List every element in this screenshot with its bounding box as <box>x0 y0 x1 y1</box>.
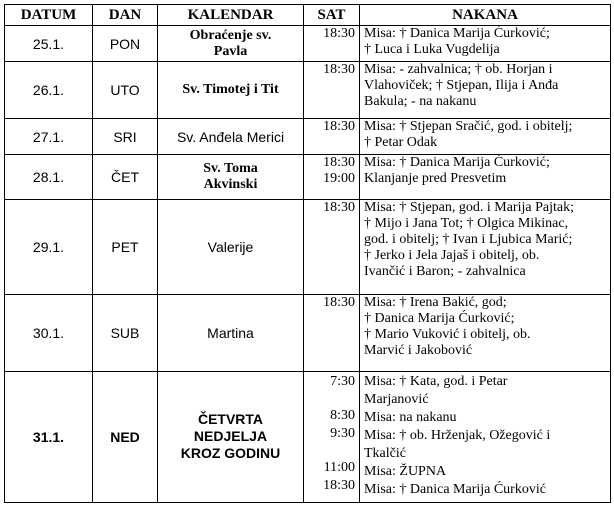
cell-dan: NED <box>93 371 158 502</box>
nakana-line: Marjanović <box>364 391 429 407</box>
cell-dan: UTO <box>93 62 158 119</box>
nakana-line: god. i obitelj; † Ivan i Ljubica Marić; <box>364 231 573 247</box>
header-sat: SAT <box>304 5 360 26</box>
kalendar-line: KROZ GODINU <box>180 445 281 462</box>
table-row <box>5 26 611 62</box>
cell-kalendar: Martina <box>158 294 304 371</box>
sat-time: 18:30 <box>323 294 355 310</box>
kalendar-line: Obraćenje sv. <box>189 27 272 43</box>
cell-kalendar: Valerije <box>158 199 304 294</box>
nakana-line: Misa: † Stjepan Sračić, god. i obitelj; <box>364 118 573 134</box>
header-datum: DATUM <box>5 5 93 26</box>
nakana-line: Bakula; - na nakanu <box>364 94 477 110</box>
kalendar-line: Pavla <box>213 43 248 59</box>
cell-datum: 27.1. <box>5 118 93 154</box>
sat-time: 8:30 <box>330 407 355 423</box>
header-row <box>5 5 611 26</box>
cell-sat <box>304 118 360 154</box>
nakana-line: Misa: † Danica Marija Ćurković; <box>364 155 550 171</box>
nakana-line: Vlahoviček; † Stjepan, Ilija i Anđa <box>364 78 559 94</box>
cell-kalendar <box>158 26 304 62</box>
cell-dan: PON <box>93 26 158 62</box>
cell-kalendar: Sv. Timotej i Tit <box>158 62 304 119</box>
header-kalendar: KALENDAR <box>158 5 304 26</box>
cell-nakana <box>360 118 611 154</box>
nakana-line: † Luca i Luka Vugdelija <box>364 42 500 57</box>
nakana-line: Misa: - zahvalnica; † ob. Horjan i <box>364 62 553 78</box>
cell-kalendar <box>158 371 304 502</box>
table-row <box>5 371 611 502</box>
cell-datum: 28.1. <box>5 155 93 199</box>
cell-kalendar <box>158 155 304 199</box>
cell-nakana <box>360 371 611 502</box>
cell-nakana <box>360 26 611 62</box>
sat-time: 18:30 <box>323 155 355 171</box>
nakana-line: † Danica Marija Ćurković; <box>364 310 515 326</box>
cell-datum: 30.1. <box>5 294 93 371</box>
cell-dan: ČET <box>93 155 158 199</box>
schedule-table <box>4 4 611 503</box>
sat-time: 18:30 <box>323 26 355 41</box>
nakana-line: Ivančić i Baron; - zahvalnica <box>364 263 526 279</box>
cell-sat <box>304 26 360 62</box>
cell-dan: SUB <box>93 294 158 371</box>
kalendar-line: ČETVRTA <box>197 411 264 428</box>
nakana-line: † Petar Odak <box>364 134 438 150</box>
cell-nakana <box>360 62 611 119</box>
nakana-line: Misa: † ob. Hrženjak, Ožegović i <box>364 427 551 443</box>
cell-datum: 25.1. <box>5 26 93 62</box>
table-row <box>5 118 611 154</box>
cell-dan: SRI <box>93 118 158 154</box>
table-row <box>5 62 611 119</box>
table-row <box>5 294 611 371</box>
cell-nakana <box>360 155 611 199</box>
nakana-line: Misa: † Irena Bakić, god; <box>364 294 507 310</box>
cell-sat <box>304 371 360 502</box>
sat-time: 18:30 <box>323 118 355 134</box>
sat-time: 18:30 <box>323 62 355 78</box>
cell-sat <box>304 294 360 371</box>
nakana-line: † Mario Vuković i obitelj, ob. <box>364 326 531 342</box>
sat-spacer <box>304 442 355 458</box>
cell-sat <box>304 199 360 294</box>
kalendar-line: NEDJELJA <box>193 428 268 445</box>
cell-datum: 31.1. <box>5 371 93 502</box>
cell-datum: 26.1. <box>5 62 93 119</box>
table-row <box>5 199 611 294</box>
cell-nakana <box>360 199 611 294</box>
cell-sat <box>304 155 360 199</box>
sat-spacer <box>304 390 355 406</box>
cell-datum: 29.1. <box>5 199 93 294</box>
header-nakana: NAKANA <box>360 5 611 26</box>
nakana-line: Misa: ŽUPNA <box>364 463 447 479</box>
sat-time: 18:30 <box>323 199 355 215</box>
sat-time: 11:00 <box>323 459 355 475</box>
table-row <box>5 155 611 199</box>
cell-dan: PET <box>93 199 158 294</box>
sat-time: 18:30 <box>323 477 355 493</box>
nakana-line: Misa: † Danica Marija Ćurković <box>364 481 546 497</box>
cell-kalendar: Sv. Anđela Merici <box>158 118 304 154</box>
cell-sat <box>304 62 360 119</box>
kalendar-line: Akvinski <box>203 177 258 193</box>
nakana-line: Klanjanje pred Presvetim <box>364 171 507 187</box>
nakana-line: Marvić i Jakobović <box>364 342 473 358</box>
sat-time: 19:00 <box>323 171 355 187</box>
nakana-line: Misa: na nakanu <box>364 409 457 425</box>
sat-time: 9:30 <box>330 425 355 441</box>
sat-time: 7:30 <box>330 373 355 389</box>
cell-nakana <box>360 294 611 371</box>
nakana-line: † Jerko i Jela Jajaš i obitelj, ob. <box>364 247 540 263</box>
nakana-line: Misa: † Danica Marija Ćurković; <box>364 26 550 41</box>
nakana-line: Tkalčić <box>364 445 406 461</box>
nakana-line: † Mijo i Jana Tot; † Olgica Mikinac, <box>364 215 569 231</box>
kalendar-line: Sv. Toma <box>203 161 258 177</box>
nakana-line: Misa: † Kata, god. i Petar <box>364 373 508 389</box>
header-dan: DAN <box>93 5 158 26</box>
nakana-line: Misa: † Stjepan, god. i Marija Pajtak; <box>364 199 574 215</box>
